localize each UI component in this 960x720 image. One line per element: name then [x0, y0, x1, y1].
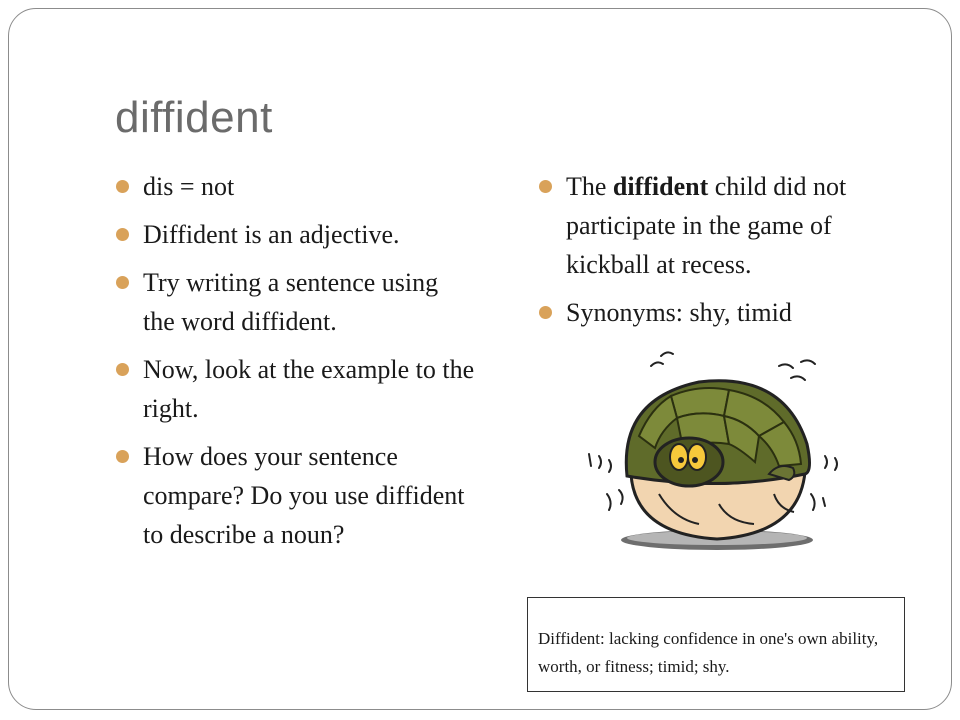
- example-sentence: [539, 167, 909, 284]
- right-bullet-list: [539, 167, 909, 341]
- bullet-dot-icon: [539, 180, 552, 193]
- definition-box: Diffident: lacking confidence in one's own ability, worth, or fitness; timid; shy.: [527, 597, 905, 692]
- bullet-dot-icon: [116, 228, 129, 241]
- left-bullet-list: [116, 167, 476, 563]
- example-bold-word: diffident: [612, 172, 709, 201]
- synonyms-item: [539, 293, 909, 332]
- scared-turtle-icon: [579, 344, 849, 559]
- example-prefix: The: [566, 172, 613, 201]
- bullet-text: Try writing a sentence using the word diffident.: [143, 268, 439, 336]
- bullet-item: [116, 167, 476, 206]
- bullet-item: [116, 350, 476, 428]
- bullet-dot-icon: [116, 180, 129, 193]
- bullet-item: [116, 263, 476, 341]
- bullet-text: Diffident is an adjective.: [143, 220, 400, 249]
- slide-title: diffident: [115, 93, 273, 142]
- bullet-text: Now, look at the example to the right.: [143, 355, 475, 423]
- example-suffix: child did not participate in the game of kickball at recess.: [566, 172, 847, 279]
- bullet-dot-icon: [116, 276, 129, 289]
- bullet-item: [116, 437, 476, 554]
- bullet-dot-icon: [539, 306, 552, 319]
- bullet-dot-icon: [116, 363, 129, 376]
- bullet-dot-icon: [116, 450, 129, 463]
- bullet-text: How does your sentence compare? Do you use diffident to describe a noun?: [143, 442, 465, 549]
- bullet-text: dis = not: [143, 172, 235, 201]
- bullet-item: [116, 215, 476, 254]
- synonyms-text: Synonyms: shy, timid: [566, 298, 792, 327]
- slide-frame: [8, 8, 952, 710]
